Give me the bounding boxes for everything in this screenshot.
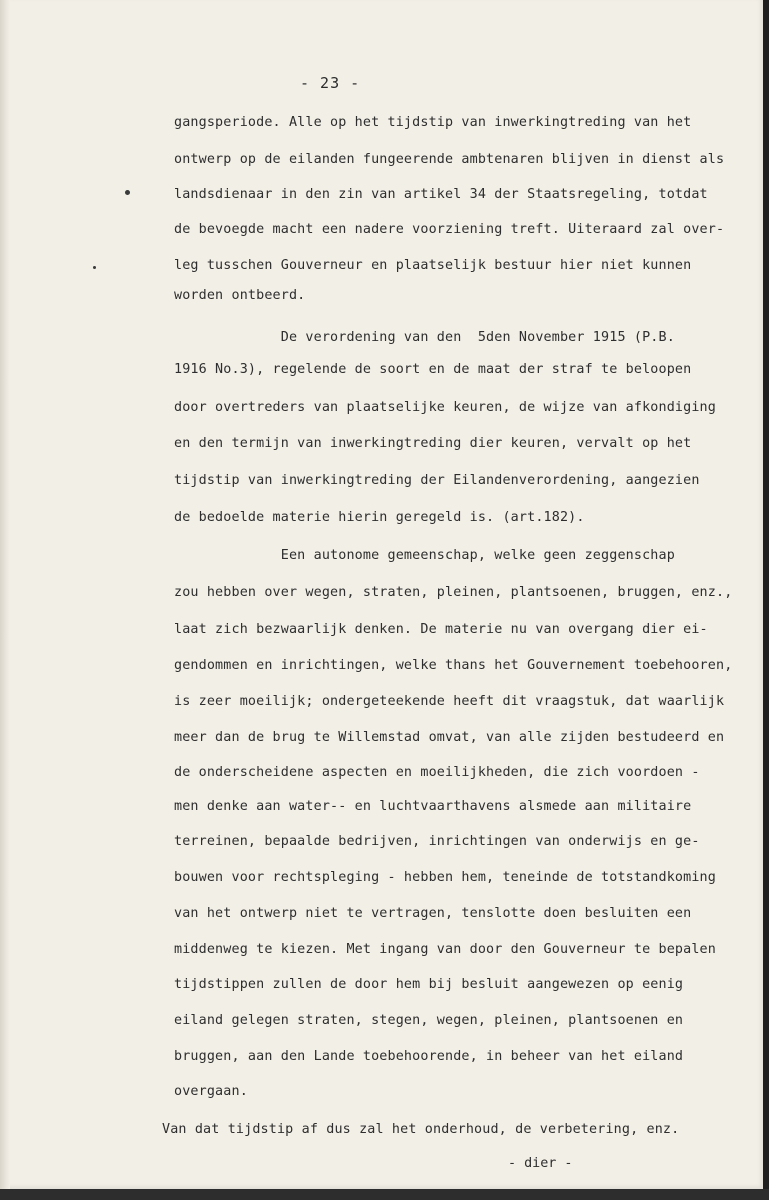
- scan-right-border: [763, 0, 769, 1200]
- text-line: landsdienaar in den zin van artikel 34 der Staatsregeling, totdat: [174, 187, 708, 202]
- text-line: bouwen voor rechtspleging - hebben hem, teneinde de totstandkoming: [174, 870, 716, 885]
- text-line: worden ontbeerd.: [174, 288, 306, 303]
- page-number: - 23 -: [300, 74, 361, 92]
- text-line: de bedoelde materie hierin geregeld is. (art.182).: [174, 510, 585, 525]
- text-line: bruggen, aan den Lande toebehoorende, in beheer van het eiland: [174, 1049, 684, 1064]
- margin-dot: [93, 266, 96, 269]
- text-line: meer dan de brug te Willemstad omvat, van alle zijden bestudeerd en: [174, 730, 725, 745]
- text-line: door overtreders van plaatselijke keuren, de wijze van afkondiging: [174, 400, 716, 415]
- text-line: laat zich bezwaarlijk denken. De materie nu van overgang dier ei-: [174, 622, 708, 637]
- text-line: en den termijn van inwerkingtreding dier keuren, vervalt op het: [174, 436, 692, 451]
- text-line: eiland gelegen straten, stegen, wegen, pleinen, plantsoenen en: [174, 1013, 684, 1028]
- text-line: is zeer moeilijk; ondergeteekende heeft dit vraagstuk, dat waarlijk: [174, 694, 725, 709]
- text-line: tijdstippen zullen de door hem bij besluit aangewezen op eenig: [174, 977, 684, 992]
- text-line: Van dat tijdstip af dus zal het onderhoud, de verbetering, enz.: [162, 1122, 680, 1137]
- text-line: Een autonome gemeenschap, welke geen zeggenschap: [174, 548, 675, 563]
- scan-bottom-border: [0, 1189, 769, 1200]
- text-line: zou hebben over wegen, straten, pleinen, plantsoenen, bruggen, enz.,: [174, 585, 733, 600]
- text-line: terreinen, bepaalde bedrijven, inrichtingen van onderwijs en ge-: [174, 834, 700, 849]
- text-line: middenweg te kiezen. Met ingang van door den Gouverneur te bepalen: [174, 942, 716, 957]
- text-line: de bevoegde macht een nadere voorziening treft. Uiteraard zal over-: [174, 222, 725, 237]
- text-line: men denke aan water-- en luchtvaarthavens alsmede aan militaire: [174, 799, 692, 814]
- text-line: leg tusschen Gouverneur en plaatselijk bestuur hier niet kunnen: [174, 258, 692, 273]
- text-line: overgaan.: [174, 1084, 248, 1099]
- text-line: tijdstip van inwerkingtreding der Eilandenverordening, aangezien: [174, 473, 700, 488]
- text-line: de onderscheidene aspecten en moeilijkheden, die zich voordoen -: [174, 765, 700, 780]
- page-left-edge: [0, 0, 10, 1189]
- catchword: - dier -: [508, 1156, 573, 1171]
- text-line: van het ontwerp niet te vertragen, tenslotte doen besluiten een: [174, 906, 692, 921]
- text-line: gangsperiode. Alle op het tijdstip van inwerkingtreding van het: [174, 115, 692, 130]
- text-line: gendommen en inrichtingen, welke thans het Gouvernement toebehooren,: [174, 658, 733, 673]
- text-line: 1916 No.3), regelende de soort en de maat der straf te beloopen: [174, 362, 692, 377]
- margin-dot: [125, 190, 130, 195]
- text-line: De verordening van den 5den November 1915 (P.B.: [174, 330, 675, 345]
- text-line: ontwerp op de eilanden fungeerende ambtenaren blijven in dienst als: [174, 152, 725, 167]
